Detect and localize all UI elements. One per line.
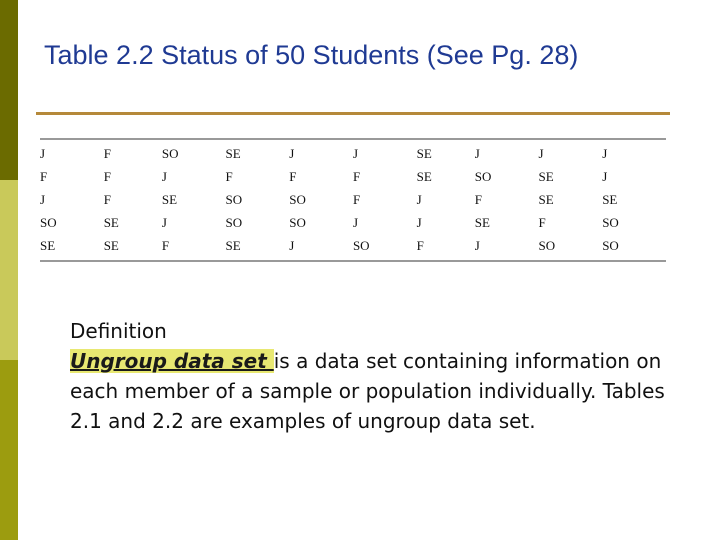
definition-paragraph [70,346,670,436]
slide-title: Table 2.2 Status of 50 Students (See Pg. 28) [44,40,579,70]
table-top-border [40,138,666,140]
table-cell: F [103,145,111,161]
definition-block [70,316,670,436]
definition-term: Ungroup data set [70,349,274,373]
table-cell: F [161,237,170,253]
table-cell: SO [225,191,243,207]
table-cell: SO [602,237,619,253]
table-cell: SO [289,214,306,230]
table-cell: J [474,145,480,161]
table-row [40,188,666,211]
table-cell: SE [602,191,618,207]
table-cell: SO [602,214,619,230]
table-cell: F [474,191,483,207]
table-cell: SE [103,214,119,230]
table-cell: F [40,168,48,184]
table-cell: SO [161,145,179,161]
table-cell: J [40,145,46,161]
table-cell: J [161,168,167,184]
table-cell: F [225,168,233,184]
table-cell: J [352,214,359,230]
table-cell: F [538,214,546,230]
status-grid [40,142,666,257]
table-row [40,165,666,188]
table-cell: J [602,145,608,161]
table-cell: SO [40,214,57,230]
table-cell: F [416,237,424,253]
table-cell: SE [225,237,241,253]
table-row [40,234,666,257]
table-cell: SO [225,214,243,230]
table-cell: F [352,168,361,184]
side-bar-middle [0,180,18,360]
table-cell: F [289,168,297,184]
table-cell: J [538,145,544,161]
table-cell: SE [40,237,56,253]
side-bar-top [0,0,18,180]
title-rule [36,112,670,115]
table-cell: SO [289,191,306,207]
table-cell: SE [538,168,554,184]
table-cell: SE [416,168,432,184]
table-cell: SO [538,237,556,253]
table-cell: SE [474,214,490,230]
side-bar-bottom [0,360,18,540]
table-cell: F [352,191,361,207]
table-cell: J [602,168,608,184]
definition-body: is a data set containing information on each member of a sample or population individually. Tables 2.1 and 2.2 are examples of ungroup data set. [70,349,665,433]
table-cell: SE [225,145,241,161]
table-cell: SO [474,168,492,184]
table-cell: SE [538,191,554,207]
table-cell: F [103,191,111,207]
table-cell: J [289,237,295,253]
status-table [40,138,666,262]
definition-heading: Definition [70,319,167,343]
table-cell: F [103,168,111,184]
table-cell: SE [416,145,432,161]
table-cell: J [289,145,295,161]
table-cell: SE [103,237,119,253]
table-cell: J [352,145,359,161]
table-cell: SE [161,191,178,207]
table-cell: J [416,214,422,230]
table-bottom-border [40,260,666,262]
table-cell: J [416,191,422,207]
table-row [40,142,666,165]
table-cell: J [474,237,480,253]
table-cell: J [40,191,46,207]
table-row [40,211,666,234]
table-cell: SO [352,237,370,253]
table-cell: J [161,214,167,230]
